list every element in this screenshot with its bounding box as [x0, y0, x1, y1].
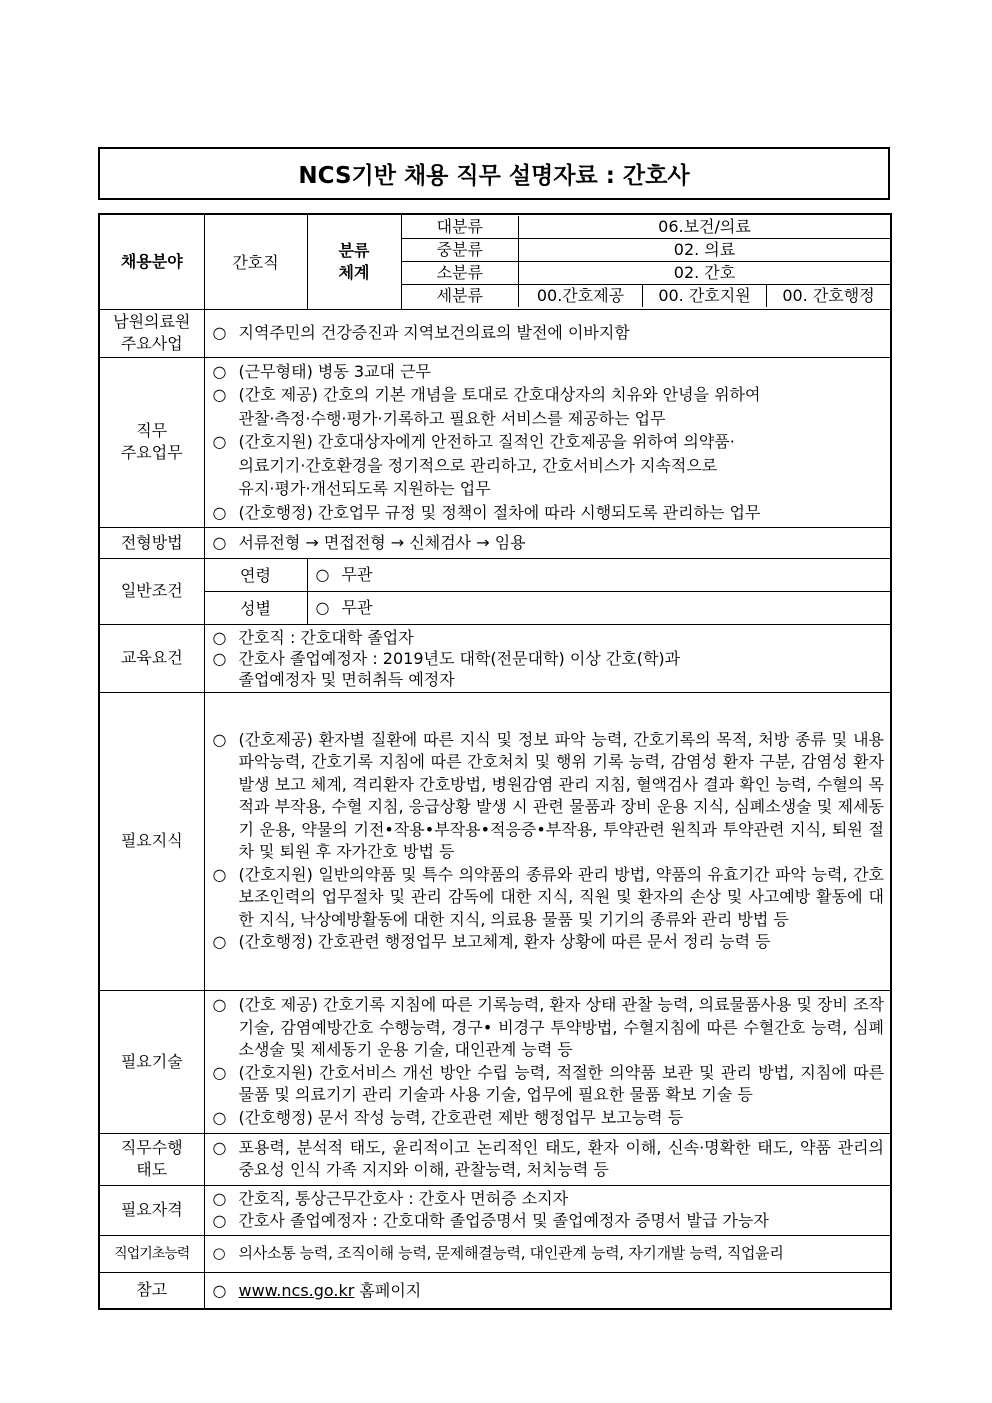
classification-major-label: 대분류 — [402, 216, 519, 239]
duty-line: (간호지원) 간호대상자에게 안전하고 질적인 간호제공을 위하여 의약품· — [238, 432, 735, 452]
attitude-label — [99, 1133, 204, 1185]
education-item — [213, 627, 885, 648]
skills-text: (간호 제공) 간호기록 지침에 따른 기록능력, 환자 상태 관찰 능력, 의료물품사용 및 장비 조작기술, 감염예방간호 수행능력, 경구• 비경구 투약방법, 수혈지침에 따른 수혈간호 능력, 심폐소생술 및 제세동기 운용 기술, 대인관계 능력 등 — [238, 995, 884, 1059]
business-label — [99, 309, 204, 357]
ncs-website-link[interactable]: www.ncs.go.kr — [238, 1280, 355, 1300]
education-row — [99, 624, 891, 692]
knowledge-text: (간호제공) 환자별 질환에 따른 지식 및 정보 파악 능력, 간호기록의 목적, 처방 종류 및 내용 파악능력, 간호기록 지침에 따른 간호처치 및 행위 기록 능력, 감염성 환자 구분, 감염성 환자 발생 보고 체계, 격리환자 간호방법, 병원감염 관리 지침, 혈액검사 결과 확인 능력, 수혈의 목적과 부작용, 수혈 지침, 응급상황 발생 시 관련 물품과 장비 운용 지식, 심폐소생술 및 제세동기 운용, 약물의 기전•작용•부작용•적응증•부작용, 투약관련 원칙과 투약관련 지식, 퇴원 절차 및 퇴원 후 자가간호 방법 등 — [238, 729, 884, 861]
duties-label-2: 주요업무 — [120, 443, 183, 462]
basic-row — [99, 1235, 891, 1272]
bullet-icon: ○ — [212, 385, 227, 405]
classification-minor-label: 소분류 — [402, 262, 519, 285]
bullet-icon: ○ — [212, 432, 227, 452]
selection-row — [99, 527, 891, 558]
general-label: 일반조건 — [99, 558, 204, 624]
bullet-icon: ○ — [212, 729, 227, 749]
bullet-icon: ○ — [212, 1280, 227, 1300]
duty-line: (근무형태) 병동 3교대 근무 — [238, 361, 431, 381]
bullet-icon: ○ — [212, 323, 227, 343]
document-title: NCS기반 채용 직무 설명자료 : 간호사 — [98, 147, 890, 200]
selection-text: 서류전형 → 면접전형 → 신체검사 → 임용 — [238, 532, 526, 552]
education-line: 간호직 : 간호대학 졸업자 — [238, 627, 414, 647]
knowledge-item — [213, 931, 885, 954]
bullet-icon: ○ — [212, 532, 227, 552]
field-label: 채용분야 — [99, 214, 204, 309]
age-value: 무관 — [341, 564, 373, 584]
bullet-icon: ○ — [212, 1211, 227, 1230]
classification-detail — [402, 285, 891, 308]
bullet-icon: ○ — [212, 932, 227, 951]
skills-text: (간호지원) 간호서비스 개선 방안 수립 능력, 적절한 의약품 보관 및 관리 방법, 지침에 따른 물품 및 의료기기 관리 기술과 사용 기술, 업무에 필요한 물품 확보 기술 등 — [238, 1062, 884, 1104]
bullet-icon: ○ — [315, 564, 330, 584]
classification-label-2: 체계 — [338, 262, 370, 282]
classification-detail-value-3: 00. 간호행정 — [767, 285, 891, 308]
sex-label: 성별 — [204, 591, 307, 624]
business-label-2: 주요사업 — [120, 334, 183, 353]
reference-label: 참고 — [99, 1272, 204, 1309]
skills-item — [213, 994, 885, 1062]
classification-middle-value: 02. 의료 — [519, 239, 891, 262]
classification-minor-value: 02. 간호 — [519, 262, 891, 285]
reference-suffix: 홈페이지 — [354, 1280, 422, 1300]
bullet-icon: ○ — [212, 864, 227, 884]
duty-item — [213, 383, 885, 430]
business-label-1: 남원의료원 — [113, 312, 191, 331]
duty-line: 유지·평가·개선되도록 지원하는 업무 — [238, 479, 491, 499]
classification-middle — [402, 239, 891, 262]
classification-detail-value-1: 00.간호제공 — [519, 285, 643, 308]
classification-label — [307, 214, 401, 309]
bullet-icon: ○ — [212, 1243, 226, 1262]
classification-major — [402, 216, 891, 239]
qualification-item — [213, 1188, 885, 1210]
duties-label — [99, 357, 204, 527]
basic-label: 직업기초능력 — [99, 1235, 204, 1272]
classification-minor — [402, 262, 891, 285]
skills-label: 필요기술 — [99, 990, 204, 1133]
sex-value: 무관 — [341, 597, 373, 617]
age-label: 연령 — [204, 558, 307, 591]
job-description-table — [98, 213, 892, 1310]
general-sex-row — [99, 591, 891, 624]
duty-line: (간호행정) 간호업무 규정 및 정책이 절차에 따라 시행되도록 관리하는 업무 — [238, 502, 761, 522]
classification-detail-label: 세분류 — [402, 285, 519, 308]
qualification-text: 간호직, 통상근무간호사 : 간호사 면허증 소지자 — [238, 1189, 569, 1208]
bullet-icon: ○ — [212, 1189, 227, 1208]
bullet-icon: ○ — [212, 648, 227, 668]
attitude-text: 포용력, 분석적 태도, 윤리적이고 논리적인 태도, 환자 이해, 신속·명확한 태도, 약품 관리의 중요성 인식 가족 지지와 이해, 관찰능력, 처치능력 등 — [238, 1137, 884, 1179]
duties-label-1: 직무 — [136, 421, 168, 440]
education-item — [213, 648, 885, 690]
knowledge-item — [213, 729, 885, 864]
knowledge-label: 필요지식 — [99, 692, 204, 990]
qualification-text: 간호사 졸업예정자 : 간호대학 졸업증명서 및 졸업예정자 증명서 발급 가능자 — [238, 1211, 769, 1230]
bullet-icon: ○ — [315, 597, 330, 617]
knowledge-row — [99, 692, 891, 990]
bullet-icon: ○ — [212, 361, 227, 381]
classification-grid — [402, 216, 891, 307]
qualification-item — [213, 1210, 885, 1232]
duties-row — [99, 357, 891, 527]
education-label: 교육요건 — [99, 624, 204, 692]
skills-row — [99, 990, 891, 1133]
bullet-icon: ○ — [212, 627, 227, 647]
duty-line: 의료기기·간호환경을 정기적으로 관리하고, 간호서비스가 지속적으로 — [238, 455, 718, 475]
classification-row — [99, 214, 891, 309]
bullet-icon: ○ — [212, 1062, 227, 1082]
reference-row — [99, 1272, 891, 1309]
attitude-label-1: 직무수행 — [120, 1138, 183, 1157]
bullet-icon: ○ — [212, 1137, 227, 1157]
skills-text: (간호행정) 문서 작성 능력, 간호관련 제반 행정업무 보고능력 등 — [238, 1107, 684, 1127]
selection-label: 전형방법 — [99, 527, 204, 558]
bullet-icon: ○ — [212, 995, 227, 1014]
basic-text: 의사소통 능력, 조직이해 능력, 문제해결능력, 대인관계 능력, 자기개발 능력, 직업윤리 — [238, 1243, 784, 1262]
knowledge-text: (간호행정) 간호관련 행정업무 보고체계, 환자 상황에 따른 문서 정리 능력 등 — [238, 932, 771, 951]
qualification-label: 필요자격 — [99, 1185, 204, 1235]
qualification-row — [99, 1185, 891, 1235]
bullet-icon: ○ — [212, 1107, 227, 1127]
duty-item — [213, 430, 885, 501]
field-value: 간호직 — [204, 214, 307, 309]
attitude-label-2: 태도 — [136, 1160, 168, 1179]
business-text: 지역주민의 건강증진과 지역보건의료의 발전에 이바지함 — [238, 323, 630, 343]
classification-middle-label: 중분류 — [402, 239, 519, 262]
general-age-row — [99, 558, 891, 591]
skills-item — [213, 1062, 885, 1107]
bullet-icon: ○ — [212, 502, 227, 522]
knowledge-item — [213, 864, 885, 932]
duty-item — [213, 501, 885, 525]
education-line: 간호사 졸업예정자 : 2019년도 대학(전문대학) 이상 간호(학)과 — [238, 648, 681, 668]
education-line: 졸업예정자 및 면허취득 예정자 — [238, 669, 455, 689]
knowledge-text: (간호지원) 일반의약품 및 특수 의약품의 종류와 관리 방법, 약품의 유효기간 파악 능력, 간호보조인력의 업무절차 및 관리 감독에 대한 지식, 직원 및 환자의 손상 및 사고예방 활동에 대한 지식, 낙상예방활동에 대한 지식, 의료용 물품 및 기기의 종류와 관리 방법 등 — [238, 864, 884, 929]
classification-detail-value-2: 00. 간호지원 — [643, 285, 767, 308]
attitude-row — [99, 1133, 891, 1185]
classification-label-1: 분류 — [338, 240, 370, 260]
skills-item — [213, 1107, 885, 1130]
duty-item — [213, 360, 885, 384]
duty-line: 관찰·측정·수행·평가·기록하고 필요한 서비스를 제공하는 업무 — [238, 408, 666, 428]
classification-major-value: 06.보건/의료 — [519, 216, 891, 239]
business-row — [99, 309, 891, 357]
duty-line: (간호 제공) 간호의 기본 개념을 토대로 간호대상자의 치유와 안녕을 위하여 — [238, 385, 761, 405]
